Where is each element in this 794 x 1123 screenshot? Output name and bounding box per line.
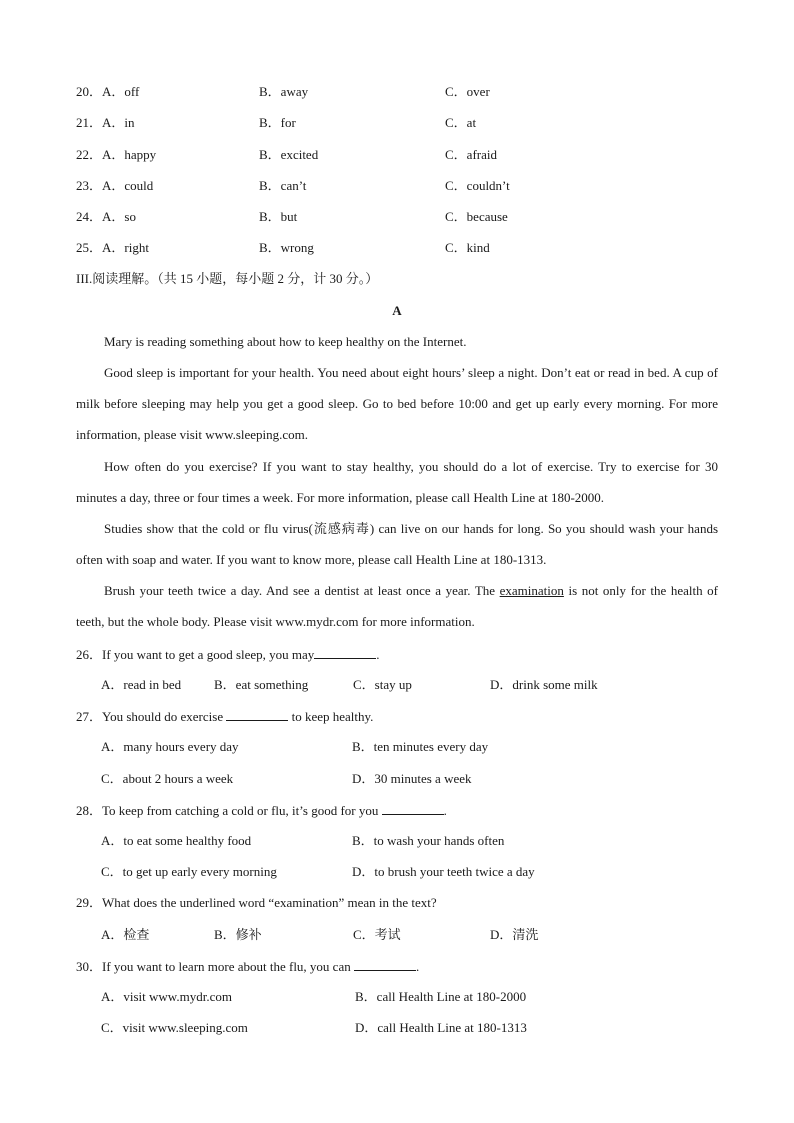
q29-option-b: B．修补 — [214, 927, 262, 942]
q28-option-a: A．to eat some healthy food — [101, 833, 252, 848]
underlined-word: examination — [499, 583, 564, 598]
cloze-23-c: C．couldn’t — [445, 178, 510, 193]
q27-option-d: D．30 minutes a week — [352, 771, 472, 786]
q26-option-b: B．eat something — [214, 677, 309, 692]
q27-option-a: A．many hours every day — [101, 739, 239, 754]
question-28-stem: 28．To keep from catching a cold or flu, it’s good for you . — [76, 803, 447, 818]
passage-title: A — [392, 303, 402, 318]
cloze-24-c: C．because — [445, 209, 508, 224]
cloze-24-b: B．but — [259, 209, 298, 224]
q30-option-a: A．visit www.mydr.com — [101, 989, 232, 1004]
cloze-25-c: C．kind — [445, 240, 490, 255]
cloze-22-a: 22．A．happy — [76, 147, 157, 162]
q30-option-c: C．visit www.sleeping.com — [101, 1020, 248, 1035]
q26-option-c: C．stay up — [353, 677, 412, 692]
q28-option-b: B．to wash your hands often — [352, 833, 505, 848]
cloze-22-c: C．afraid — [445, 147, 497, 162]
question-26-stem: 26．If you want to get a good sleep, you may . — [76, 647, 380, 662]
cloze-20-c: C．over — [445, 84, 490, 99]
cloze-20-a: 20．A．off — [76, 84, 140, 99]
passage-paragraph-2: Good sleep is important for your health. You need about eight hours’ sleep a night. Don’t eat or read in bed. A cup of milk before sleeping may help you get a good sleep. Go to bed before 10:00 and get up early every morning. For more information, please visit www.sleeping.com. — [76, 365, 718, 443]
q27-option-b: B．ten minutes every day — [352, 739, 489, 754]
question-29-stem: 29．What does the underlined word “examination” mean in the text? — [76, 895, 437, 910]
cloze-25-b: B．wrong — [259, 240, 314, 255]
q30-option-b: B．call Health Line at 180-2000 — [355, 989, 527, 1004]
section-heading: III.阅读理解。（共 15 小题，每小题 2 分，计 30 分。） — [76, 271, 379, 286]
answer-blank — [354, 958, 416, 971]
cloze-21-c: C．at — [445, 115, 477, 130]
question-30-stem: 30．If you want to learn more about the flu, you can . — [76, 959, 420, 974]
cloze-22-b: B．excited — [259, 147, 319, 162]
cloze-20-b: B．away — [259, 84, 309, 99]
q28-option-c: C．to get up early every morning — [101, 864, 277, 879]
cloze-24-a: 24．A．so — [76, 209, 136, 224]
q29-option-d: D．清洗 — [490, 927, 539, 942]
cloze-25-a: 25．A．right — [76, 240, 149, 255]
answer-blank — [226, 708, 288, 721]
q28-option-d: D．to brush your teeth twice a day — [352, 864, 535, 879]
cloze-23-b: B．can’t — [259, 178, 307, 193]
answer-blank — [382, 802, 444, 815]
passage-paragraph-3: How often do you exercise? If you want to stay healthy, you should do a lot of exercise. Try to exercise for 30 minutes a day, three or four times a week. For more information, please call Health Line at 180-2000. — [76, 459, 718, 506]
answer-blank — [314, 646, 376, 659]
q26-option-d: D．drink some milk — [490, 677, 598, 692]
question-27-stem: 27．You should do exercise to keep healthy. — [76, 709, 374, 724]
passage-paragraph-5: Brush your teeth twice a day. And see a dentist at least once a year. The examination is not only for the health of teeth, but the whole body. Please visit www.mydr.com for more information. — [76, 583, 718, 630]
q27-option-c: C．about 2 hours a week — [101, 771, 234, 786]
q29-option-a: A．检查 — [101, 927, 150, 942]
q26-option-a: A．read in bed — [101, 677, 182, 692]
passage-paragraph-1: Mary is reading something about how to keep healthy on the Internet. — [104, 334, 467, 349]
cloze-21-b: B．for — [259, 115, 296, 130]
passage-paragraph-4: Studies show that the cold or flu virus(流感病毒) can live on our hands for long. So you should wash your hands often with soap and water. If you want to know more, please call Health Line at 180-1313. — [76, 521, 718, 568]
cloze-23-a: 23．A．could — [76, 178, 154, 193]
q29-option-c: C．考试 — [353, 927, 401, 942]
q30-option-d: D．call Health Line at 180-1313 — [355, 1020, 527, 1035]
cloze-21-a: 21．A．in — [76, 115, 135, 130]
